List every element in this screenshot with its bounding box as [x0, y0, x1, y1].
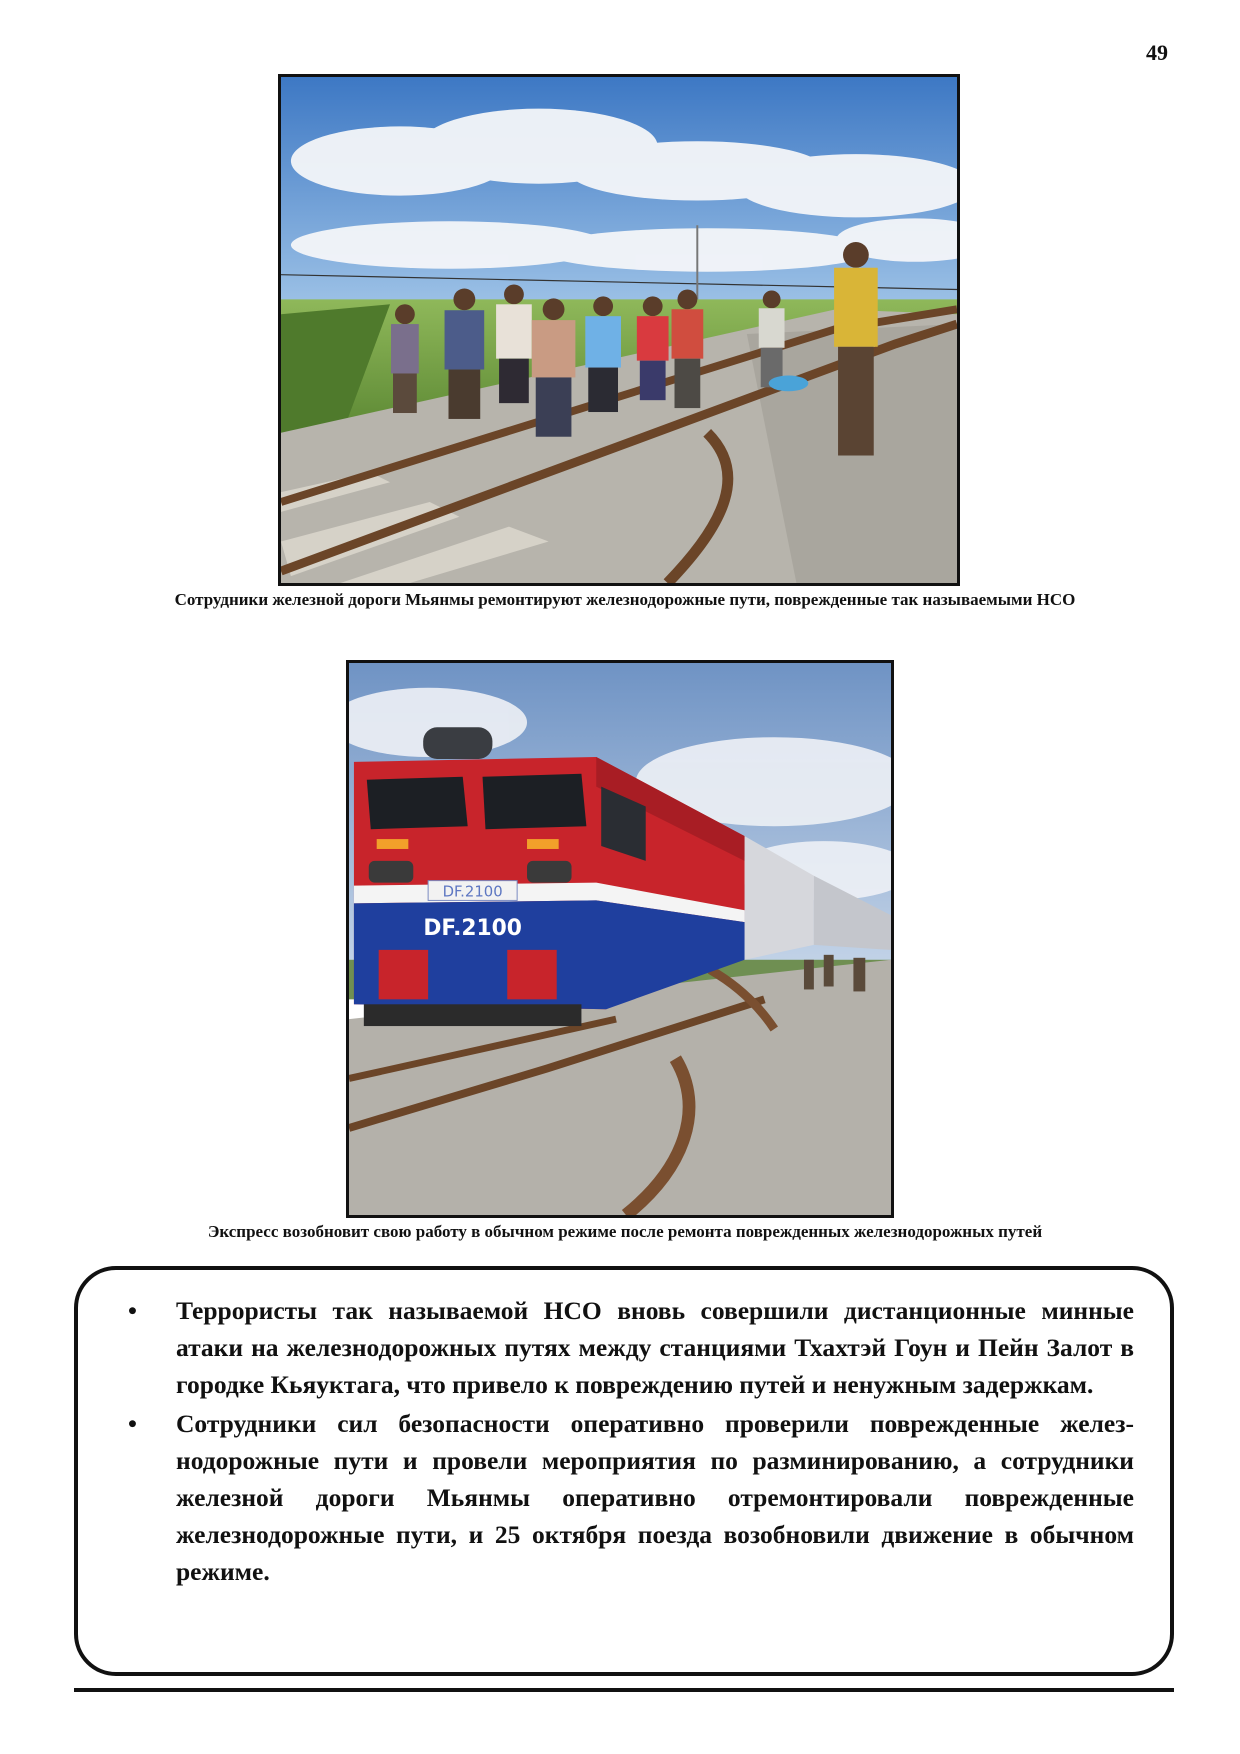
locomotive-plate-small: DF.2100 — [442, 883, 503, 901]
bullet-icon: • — [128, 1409, 137, 1438]
info-text: Террористы так называемой НСО вновь совершили дистанционные минные атаки на железнодорожных путях между станциями Тхахтэй Гоун и Пейн Залот в городке Кьяуктага, что привело к повреждению путей и ненужным задержкам. — [176, 1296, 1134, 1399]
info-list-item — [128, 1405, 1134, 1590]
railway-repair-photo — [278, 74, 960, 586]
locomotive-illustration — [349, 663, 891, 1215]
footer-divider — [74, 1688, 1174, 1692]
bullet-icon: • — [128, 1296, 137, 1325]
locomotive-plate-large: DF.2100 — [423, 916, 522, 942]
railway-repair-illustration — [281, 77, 957, 583]
info-text: Сотрудники сил безопасности оперативно проверили поврежденные железнодорожные пути и провели мероприятия по разминированию, а сотрудники железной дороги Мьянмы оперативно отремонтировали поврежденные железнодорожные пути, и 25 октября поезда возобновили движение в обычном режиме. — [176, 1409, 1134, 1586]
photo-caption-2: Экспресс возобновит свою работу в обычном режиме после ремонта поврежденных железнодорожных путей — [207, 1222, 1043, 1241]
info-box — [74, 1266, 1174, 1676]
photo-caption-1: Сотрудники железной дороги Мьянмы ремонтируют железнодорожные пути, поврежденные так называемыми НСО — [174, 590, 1076, 609]
info-list — [128, 1292, 1134, 1590]
info-list-item — [128, 1292, 1134, 1403]
page-number: 49 — [1146, 40, 1168, 65]
locomotive-photo — [346, 660, 894, 1218]
